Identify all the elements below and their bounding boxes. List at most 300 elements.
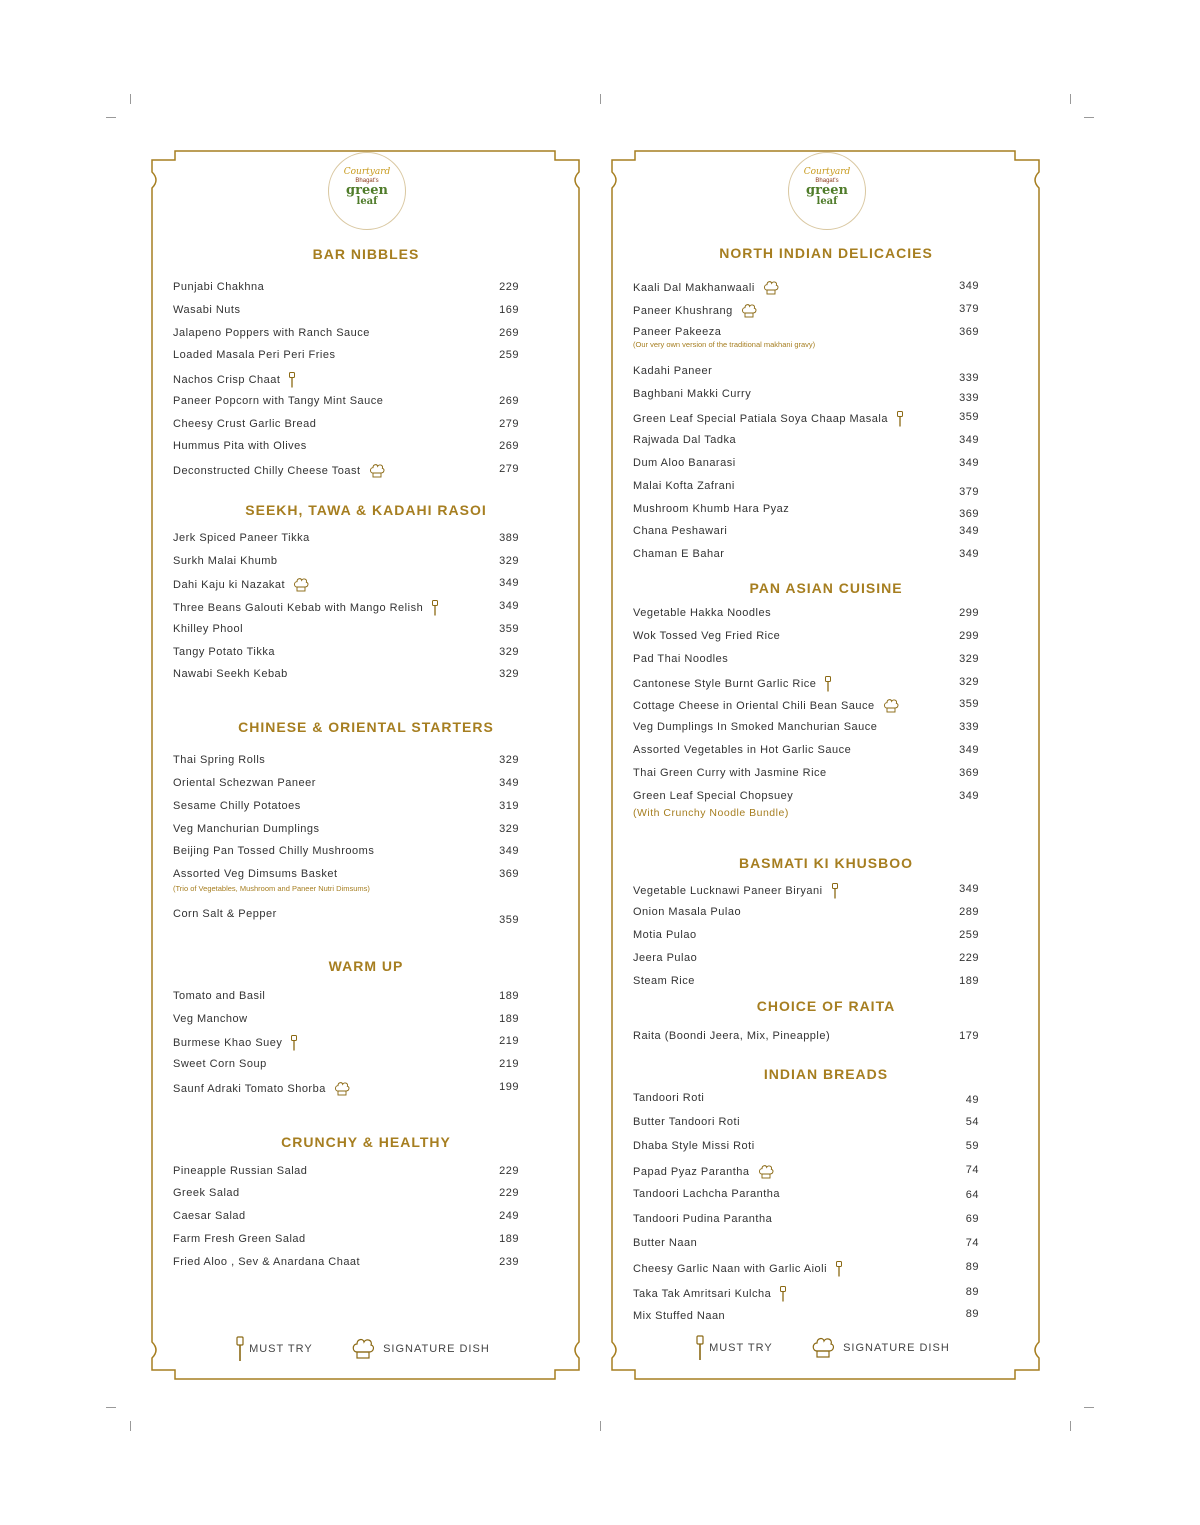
menu-item-name: [173, 532, 310, 544]
menu-item-name: [633, 1286, 787, 1302]
menu-item-name: [173, 1210, 246, 1222]
menu-item-name: [173, 304, 240, 316]
crop-mark: [1084, 117, 1094, 118]
menu-item-name-text: Tomato and Basil: [173, 990, 266, 1002]
menu-item: [611, 744, 1041, 760]
menu-item-name-text: Nachos Crisp Chaat: [173, 373, 281, 386]
menu-item-name-text: Veg Manchow: [173, 1013, 248, 1025]
menu-item-name: [633, 457, 736, 469]
menu-item-name: [633, 548, 724, 560]
menu-item-price: 319: [499, 800, 519, 812]
menu-item-name: [633, 1310, 725, 1322]
menu-item-price: 89: [965, 1261, 979, 1273]
must-try-icon: [835, 1261, 843, 1277]
legend-must-try-label: MUST TRY: [249, 1342, 313, 1355]
menu-item-name: [633, 1188, 780, 1200]
menu-item-name-text: Chana Peshawari: [633, 525, 728, 537]
menu-item-price: 359: [499, 914, 519, 926]
menu-item-price: 339: [959, 392, 979, 404]
menu-item-name: [633, 480, 735, 492]
menu-item: [611, 525, 1041, 541]
crop-mark: [600, 94, 601, 104]
crop-mark: [1084, 1407, 1094, 1408]
menu-item-price: 279: [499, 463, 519, 475]
menu-item-name-text: Assorted Veg Dimsums Basket: [173, 868, 338, 880]
menu-item-name-text: Tangy Potato Tikka: [173, 646, 275, 658]
menu-item-name: [173, 440, 307, 452]
menu-item-name-text: Butter Naan: [633, 1237, 698, 1249]
menu-item-name: [633, 1092, 704, 1104]
menu-item-name-text: Motia Pulao: [633, 929, 697, 941]
menu-item: [151, 800, 581, 816]
menu-item-price: 269: [499, 327, 519, 339]
menu-item-price: 369: [499, 868, 519, 880]
menu-item-name-text: Three Beans Galouti Kebab with Mango Relish: [173, 601, 424, 614]
menu-item-price: 219: [499, 1035, 519, 1047]
menu-item-price: 349: [959, 525, 979, 537]
menu-item: [151, 668, 581, 684]
menu-item-name-text: Corn Salt & Pepper: [173, 908, 277, 920]
menu-item-name-text: Onion Masala Pulao: [633, 906, 742, 918]
menu-item: [611, 883, 1041, 899]
menu-item-name: [633, 365, 712, 377]
menu-item: [151, 440, 581, 456]
menu-item-name-text: Vegetable Lucknawi Paneer Biryani: [633, 884, 823, 897]
menu-item-price: 349: [959, 744, 979, 756]
legend-must-try-label: MUST TRY: [709, 1341, 773, 1354]
menu-item-name: [173, 1058, 267, 1070]
menu-panel-right: [611, 150, 1041, 1380]
menu-item-name-text: Surkh Malai Khumb: [173, 555, 278, 567]
menu-item-name: [633, 1116, 740, 1128]
menu-item-price: 229: [959, 952, 979, 964]
menu-item-name: [633, 767, 827, 779]
menu-item: [151, 1058, 581, 1074]
menu-item: [611, 480, 1041, 496]
logo-line: green: [346, 183, 388, 198]
chef-hat-icon: [763, 280, 779, 296]
logo-line: Bhagat's: [815, 178, 839, 184]
menu-item: [151, 990, 581, 1006]
menu-item-name-text: Baghbani Makki Curry: [633, 388, 752, 400]
menu-item-name-text: Saunf Adraki Tomato Shorba: [173, 1082, 326, 1095]
menu-item-price: 279: [499, 418, 519, 430]
section-title-chinese-oriental-starters: CHINESE & ORIENTAL STARTERS: [238, 719, 494, 735]
menu-item: [611, 630, 1041, 646]
menu-item-price: 219: [499, 1058, 519, 1070]
menu-item-name: [173, 395, 383, 407]
menu-item-price: 89: [965, 1308, 979, 1320]
menu-item-name-text: Tandoori Pudina Parantha: [633, 1213, 773, 1225]
must-try-icon: [779, 1286, 787, 1302]
menu-item-name-text: Green Leaf Special Chopsuey: [633, 790, 794, 802]
menu-item-price: 349: [959, 883, 979, 895]
menu-item-price: 89: [965, 1286, 979, 1298]
menu-item-name: [173, 1256, 360, 1268]
menu-item-price: 369: [959, 767, 979, 779]
menu-item-name-text: Oriental Schezwan Paneer: [173, 777, 316, 789]
menu-item-name-text: Jalapeno Poppers with Ranch Sauce: [173, 327, 370, 339]
menu-item: [151, 1165, 581, 1181]
menu-item-name-text: Greek Salad: [173, 1187, 240, 1199]
menu-item-name-text: Thai Green Curry with Jasmine Rice: [633, 767, 827, 779]
menu-item-name: [173, 555, 278, 567]
menu-item-name: [173, 908, 277, 920]
menu-item-name-text: Rajwada Dal Tadka: [633, 434, 737, 446]
menu-item-name: [173, 577, 309, 593]
menu-item: [151, 1013, 581, 1029]
section-title-indian-breads: INDIAN BREADS: [763, 1066, 889, 1082]
menu-item-name: [173, 623, 243, 635]
menu-item-name: [633, 744, 851, 756]
menu-item-name-text: Farm Fresh Green Salad: [173, 1233, 306, 1245]
menu-item: [611, 303, 1041, 319]
menu-item-name: [173, 668, 288, 680]
menu-item: [611, 721, 1041, 737]
menu-item-name-text: Kadahi Paneer: [633, 365, 713, 377]
menu-item-price: 349: [959, 434, 979, 446]
menu-item: [611, 975, 1041, 991]
menu-item-price: 329: [499, 555, 519, 567]
menu-item-price: 349: [499, 777, 519, 789]
menu-item-name-text: Dhaba Style Missi Roti: [633, 1140, 755, 1152]
menu-item: [151, 777, 581, 793]
menu-item-price: 169: [499, 304, 519, 316]
menu-item-name: [633, 952, 697, 964]
menu-item-price: 64: [965, 1189, 979, 1201]
menu-item-name: [173, 777, 316, 789]
menu-item: [151, 623, 581, 639]
menu-item-name: [633, 388, 751, 400]
menu-item: [151, 395, 581, 411]
menu-item: [611, 1261, 1041, 1277]
menu-item-price: 54: [965, 1116, 979, 1128]
menu-item: [151, 555, 581, 571]
must-try-icon: [288, 372, 296, 388]
menu-item-name: [633, 883, 839, 899]
menu-item-name: [633, 721, 877, 733]
legend-must-try: [235, 1336, 313, 1362]
menu-item: [611, 280, 1041, 296]
menu-item-name: [173, 1165, 307, 1177]
must-try-icon: [824, 676, 832, 692]
chef-hat-icon: [351, 1336, 375, 1362]
restaurant-logo: [788, 152, 866, 230]
menu-item: [151, 463, 581, 479]
must-try-icon: [235, 1336, 245, 1362]
menu-item: [151, 908, 581, 924]
menu-item-note: (With Crunchy Noodle Bundle): [633, 807, 789, 819]
menu-item-name-text: Sweet Corn Soup: [173, 1058, 267, 1070]
menu-item-price: 349: [959, 548, 979, 560]
menu-item-name-text: Tandoori Roti: [633, 1092, 705, 1104]
menu-item: [151, 281, 581, 297]
menu-item-name: [633, 1164, 774, 1180]
chef-hat-icon: [883, 698, 899, 714]
chef-hat-icon: [293, 577, 309, 593]
menu-item-price: 249: [499, 1210, 519, 1222]
menu-item-name: [173, 990, 265, 1002]
menu-item-price: 329: [499, 754, 519, 766]
menu-item: [151, 845, 581, 861]
menu-item: [151, 304, 581, 320]
menu-item: [611, 457, 1041, 473]
menu-item-name: [633, 434, 736, 446]
menu-item-name: [633, 411, 904, 427]
menu-item-name: [633, 280, 779, 296]
menu-item: [151, 327, 581, 343]
menu-item: [611, 653, 1041, 669]
menu-item-name-text: Paneer Pakeeza: [633, 326, 722, 338]
menu-item: [151, 1035, 581, 1051]
menu-item-name-text: Steam Rice: [633, 975, 695, 987]
menu-item: [151, 372, 581, 388]
menu-item-price: 229: [499, 1165, 519, 1177]
menu-item-price: 239: [499, 1256, 519, 1268]
menu-item: [151, 349, 581, 365]
logo-line: Bhagat's: [355, 178, 379, 184]
menu-item: [151, 1256, 581, 1272]
menu-item: [611, 1188, 1041, 1204]
menu-item-price: 179: [959, 1030, 979, 1042]
menu-item-name-text: Jeera Pulao: [633, 952, 698, 964]
menu-item-name-text: Khilley Phool: [173, 623, 244, 635]
menu-item-name: [173, 600, 439, 616]
menu-item-name: [173, 372, 296, 388]
menu-item-name: [173, 800, 301, 812]
menu-item-name-text: Papad Pyaz Parantha: [633, 1165, 750, 1178]
menu-item-name: [633, 303, 757, 319]
menu-item-name-text: Fried Aloo , Sev & Anardana Chaat: [173, 1256, 361, 1268]
menu-item-name-text: Hummus Pita with Olives: [173, 440, 307, 452]
menu-item: [611, 365, 1041, 384]
menu-item: [151, 418, 581, 434]
menu-item-name-text: Vegetable Hakka Noodles: [633, 607, 772, 619]
menu-item: [151, 1233, 581, 1249]
menu-item-name: [173, 1035, 298, 1051]
menu-item-name: [173, 646, 275, 658]
menu-item-price: 349: [499, 845, 519, 857]
menu-item-note: (Trio of Vegetables, Mushroom and Paneer Nutri Dimsums): [173, 884, 370, 893]
menu-item: [151, 577, 581, 593]
legend-signature-label: SIGNATURE DISH: [843, 1341, 950, 1354]
menu-item: [611, 676, 1041, 692]
menu-item-name-text: Cheesy Crust Garlic Bread: [173, 418, 317, 430]
menu-item-price: 369: [959, 508, 979, 520]
menu-item: [151, 532, 581, 548]
menu-item-price: 189: [499, 1233, 519, 1245]
menu-item-name: [633, 676, 832, 692]
menu-item-name: [173, 463, 385, 479]
menu-item-name: [173, 1013, 248, 1025]
menu-item-price: 269: [499, 395, 519, 407]
menu-item-price: 339: [959, 372, 979, 384]
menu-item-name: [633, 1213, 772, 1225]
menu-item: [151, 823, 581, 839]
menu-item-name-text: Loaded Masala Peri Peri Fries: [173, 349, 336, 361]
menu-item-price: 229: [499, 1187, 519, 1199]
menu-item: [611, 698, 1041, 714]
menu-item-note: (Our very own version of the traditional makhani gravy): [633, 340, 816, 349]
menu-item: [151, 646, 581, 662]
menu-item: [611, 388, 1041, 404]
menu-item-name-text: Chaman E Bahar: [633, 548, 725, 560]
menu-item-name-text: Kaali Dal Makhanwaali: [633, 281, 755, 294]
menu-item-price: 329: [499, 646, 519, 658]
menu-item-price: 229: [499, 281, 519, 293]
menu-item-price: 349: [959, 280, 979, 292]
menu-item-name-text: Nawabi Seekh Kebab: [173, 668, 288, 680]
menu-item: [611, 503, 1041, 519]
menu-item: [611, 434, 1041, 450]
chef-hat-icon: [334, 1081, 350, 1097]
menu-item: [151, 1210, 581, 1226]
crop-mark: [1070, 94, 1071, 104]
menu-item-name: [173, 1187, 240, 1199]
menu-item-price: 329: [499, 823, 519, 835]
menu-item-price: 49: [965, 1094, 979, 1106]
menu-item-name: [633, 1237, 697, 1249]
menu-item-price: 299: [959, 607, 979, 619]
menu-item-price: 189: [499, 990, 519, 1002]
menu-item-name: [633, 326, 721, 338]
menu-item-price: 289: [959, 906, 979, 918]
menu-item: [611, 1237, 1041, 1253]
menu-item: [611, 607, 1041, 623]
menu-item: [611, 1213, 1041, 1229]
menu-item-price: 349: [959, 457, 979, 469]
menu-item-price: 349: [499, 600, 519, 612]
menu-item-name-text: Beijing Pan Tossed Chilly Mushrooms: [173, 845, 375, 857]
menu-item-name-text: Dahi Kaju ki Nazakat: [173, 578, 286, 591]
menu-item: [611, 1164, 1041, 1180]
menu-item-price: 259: [959, 929, 979, 941]
menu-item-name: [633, 906, 741, 918]
menu-item-price: 379: [959, 486, 979, 498]
menu-item-name-text: Jerk Spiced Paneer Tikka: [173, 532, 310, 544]
menu-item-name-text: Dum Aloo Banarasi: [633, 457, 736, 469]
menu-item-price: 299: [959, 630, 979, 642]
section-title-basmati-ki-khusboo: BASMATI KI KHUSBOO: [738, 855, 914, 871]
logo-line: green: [806, 183, 848, 198]
logo-line: Courtyard: [803, 167, 851, 177]
menu-item-name-text: Burmese Khao Suey: [173, 1036, 283, 1049]
menu-item: [611, 790, 1041, 806]
menu-item-price: 359: [959, 411, 979, 423]
logo-line: Courtyard: [343, 167, 391, 177]
menu-item-price: 369: [959, 326, 979, 338]
section-title-pan-asian-cuisine: PAN ASIAN CUISINE: [749, 580, 903, 596]
menu-item-name: [633, 1030, 830, 1042]
menu-item: [151, 1187, 581, 1203]
legend-signature-label: SIGNATURE DISH: [383, 1342, 490, 1355]
menu-item-name-text: Wok Tossed Veg Fried Rice: [633, 630, 781, 642]
menu-item-name-text: Mix Stuffed Naan: [633, 1310, 726, 1322]
must-try-icon: [695, 1335, 705, 1361]
section-title-warm-up: WARM UP: [328, 958, 404, 974]
menu-item: [151, 754, 581, 770]
menu-item: [611, 952, 1041, 968]
menu-item-name: [633, 1261, 843, 1277]
menu-item: [611, 1310, 1041, 1326]
menu-item-name-text: Malai Kofta Zafrani: [633, 480, 735, 492]
menu-item-price: 359: [959, 698, 979, 710]
menu-item-price: 389: [499, 532, 519, 544]
crop-mark: [106, 1407, 116, 1408]
menu-item-name-text: Cottage Cheese in Oriental Chili Bean Sauce: [633, 699, 875, 712]
logo-line: leaf: [356, 196, 378, 207]
chef-hat-icon: [811, 1335, 835, 1361]
menu-item-name: [173, 1233, 306, 1245]
menu-item-name: [173, 845, 374, 857]
menu-item-name: [633, 975, 695, 987]
menu-item-price: 329: [499, 668, 519, 680]
menu-item-name: [633, 698, 899, 714]
menu-item-price: 349: [499, 577, 519, 589]
menu-item-price: 74: [965, 1164, 979, 1176]
menu-item-price: 189: [499, 1013, 519, 1025]
menu-item-name-text: Pad Thai Noodles: [633, 653, 729, 665]
menu-item-price: 74: [965, 1237, 979, 1249]
crop-mark: [130, 94, 131, 104]
legend-must-try: [695, 1335, 773, 1361]
menu-item-name-text: Pineapple Russian Salad: [173, 1165, 308, 1177]
menu-item-price: 189: [959, 975, 979, 987]
menu-item-price: 259: [499, 349, 519, 361]
crop-mark: [130, 1421, 131, 1431]
menu-item: [611, 767, 1041, 783]
menu-item-name: [633, 607, 771, 619]
menu-item: [611, 929, 1041, 945]
menu-item-name: [633, 653, 728, 665]
menu-item-name-text: Punjabi Chakhna: [173, 281, 265, 293]
menu-item-price: 69: [965, 1213, 979, 1225]
menu-item-name-text: Thai Spring Rolls: [173, 754, 266, 766]
menu-item-name-text: Cantonese Style Burnt Garlic Rice: [633, 677, 817, 690]
section-title-choice-of-raita: CHOICE OF RAITA: [756, 998, 896, 1014]
section-title-north-indian-delicacies: NORTH INDIAN DELICACIES: [719, 245, 933, 261]
menu-item: [611, 906, 1041, 922]
menu-item-price: 379: [959, 303, 979, 315]
menu-item-name-text: Butter Tandoori Roti: [633, 1116, 741, 1128]
menu-item-name: [173, 754, 265, 766]
chef-hat-icon: [741, 303, 757, 319]
menu-item-price: 349: [959, 790, 979, 802]
menu-item-price: 359: [499, 623, 519, 635]
menu-item-name: [633, 503, 789, 515]
legend-signature: [351, 1336, 490, 1362]
section-title-crunchy-healthy: CRUNCHY & HEALTHY: [281, 1134, 451, 1150]
crop-mark: [1070, 1421, 1071, 1431]
menu-item: [151, 600, 581, 616]
menu-item-name: [173, 823, 320, 835]
menu-item-name-text: Wasabi Nuts: [173, 304, 241, 316]
menu-item-name: [633, 1140, 755, 1152]
menu-item: [611, 1116, 1041, 1132]
menu-item-name-text: Sesame Chilly Potatoes: [173, 800, 301, 812]
menu-item-name: [633, 929, 697, 941]
menu-item-price: 59: [965, 1140, 979, 1152]
menu-item-name: [173, 868, 338, 880]
menu-item-name: [173, 349, 335, 361]
menu-item-name-text: Tandoori Lachcha Parantha: [633, 1188, 781, 1200]
menu-item-price: 269: [499, 440, 519, 452]
must-try-icon: [431, 600, 439, 616]
menu-item-name-text: Green Leaf Special Patiala Soya Chaap Masala: [633, 412, 888, 425]
menu-item-name: [173, 281, 264, 293]
must-try-icon: [290, 1035, 298, 1051]
menu-item: [611, 411, 1041, 427]
